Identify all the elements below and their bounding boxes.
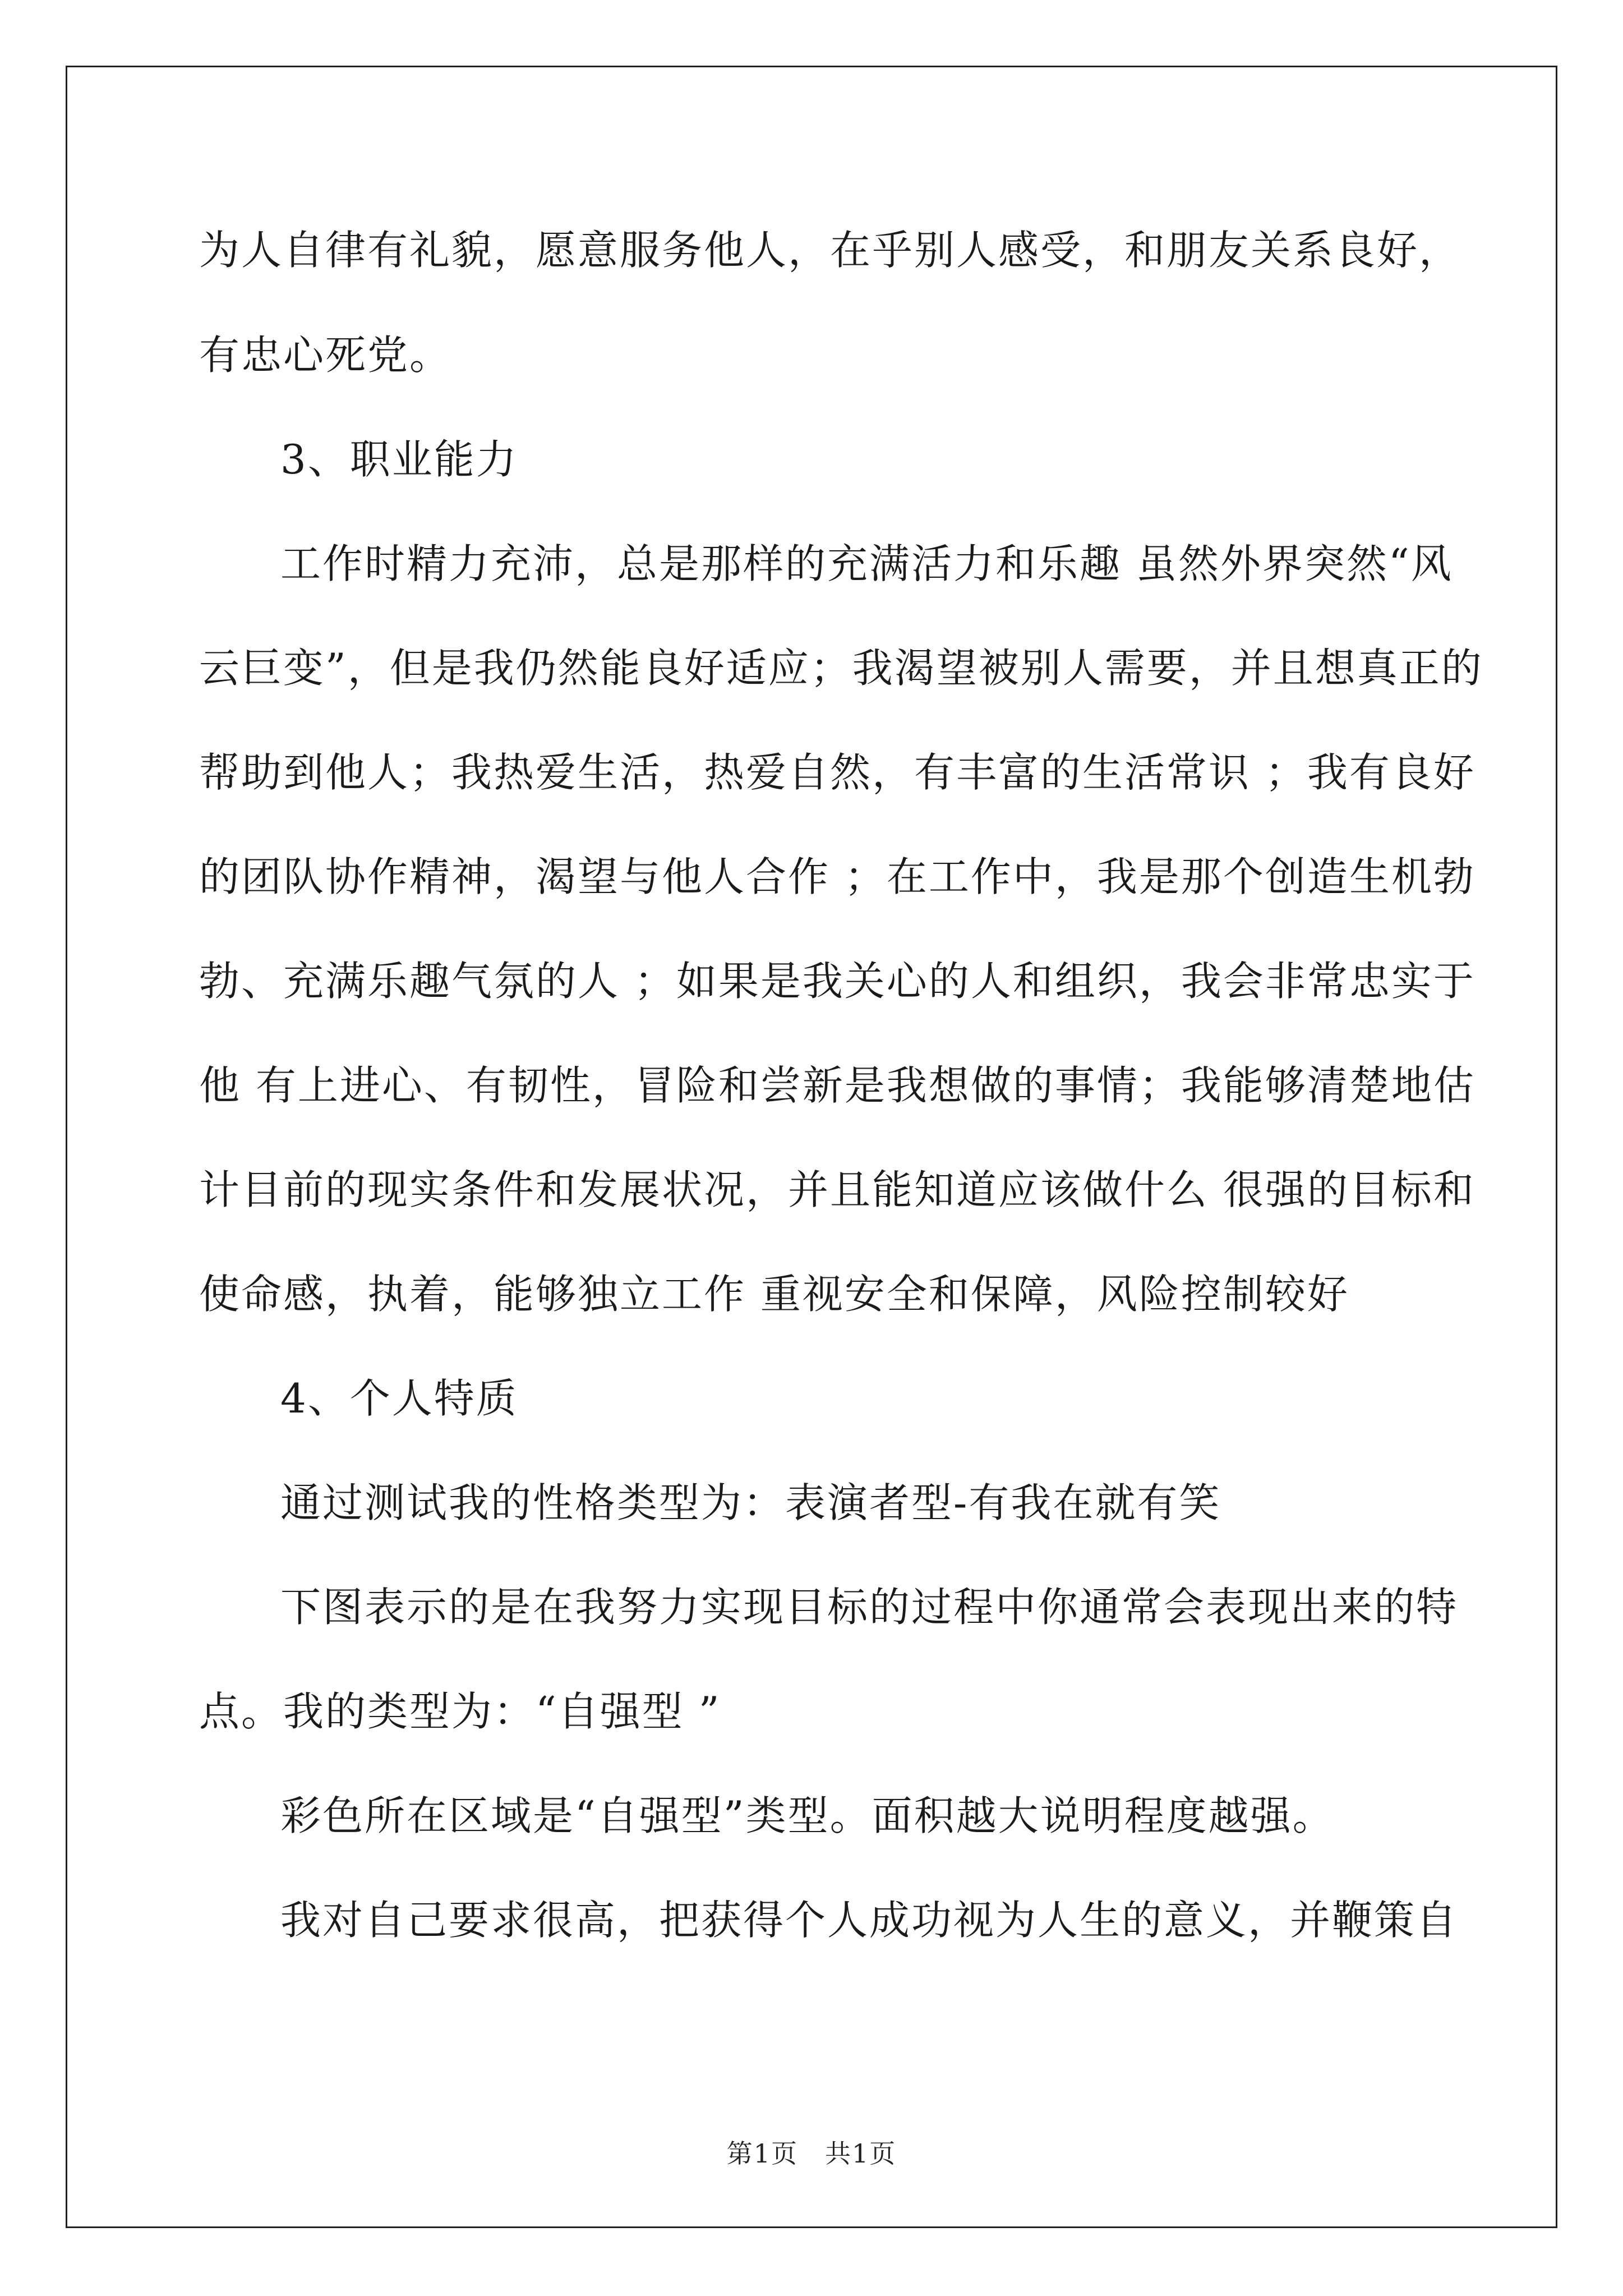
text-line: 帮助到他人；我热爱生活，热爱自然，有丰富的生活常识 ；我有良好 <box>199 749 1476 796</box>
text-line: 他 有上进心、有韧性，冒险和尝新是我想做的事情；我能够清楚地估 <box>199 1062 1476 1109</box>
text-line: 云巨变”，但是我仍然能良好适应；我渴望被别人需要，并且想真正的 <box>199 645 1483 692</box>
text-line: 勃、充满乐趣气氛的人 ；如果是我关心的人和组织，我会非常忠实于 <box>199 958 1476 1005</box>
text-line: 我对自己要求很高，把获得个人成功视为人生的意义，并鞭策自 <box>280 1897 1459 1944</box>
text-line: 下图表示的是在我努力实现目标的过程中你通常会表现出来的特 <box>280 1584 1459 1631</box>
section-heading-personal-traits: 4、个人特质 <box>280 1375 518 1422</box>
text-line: 计目前的现实条件和发展状况，并且能知道应该做什么 很强的目标和 <box>199 1166 1476 1213</box>
text-line: 工作时精力充沛，总是那样的充满活力和乐趣 虽然外界突然“风 <box>280 540 1453 587</box>
page-number-footer: 第1页 共1页 <box>726 2138 897 2169</box>
text-line: 的团队协作精神，渴望与他人合作 ；在工作中，我是那个创造生机勃 <box>199 853 1476 900</box>
text-line: 通过测试我的性格类型为：表演者型-有我在就有笑 <box>280 1479 1221 1526</box>
text-line: 使命感，执着，能够独立工作 重视安全和保障，风险控制较好 <box>199 1271 1349 1318</box>
text-line: 有忠心死党。 <box>199 332 452 379</box>
text-line: 点。我的类型为：“自强型 ” <box>199 1688 721 1735</box>
text-line: 彩色所在区域是“自强型”类型。面积越大说明程度越强。 <box>280 1792 1335 1839</box>
text-line: 为人自律有礼貌，愿意服务他人，在乎别人感受，和朋友关系良好， <box>199 227 1461 274</box>
section-heading-career-ability: 3、职业能力 <box>280 436 518 483</box>
